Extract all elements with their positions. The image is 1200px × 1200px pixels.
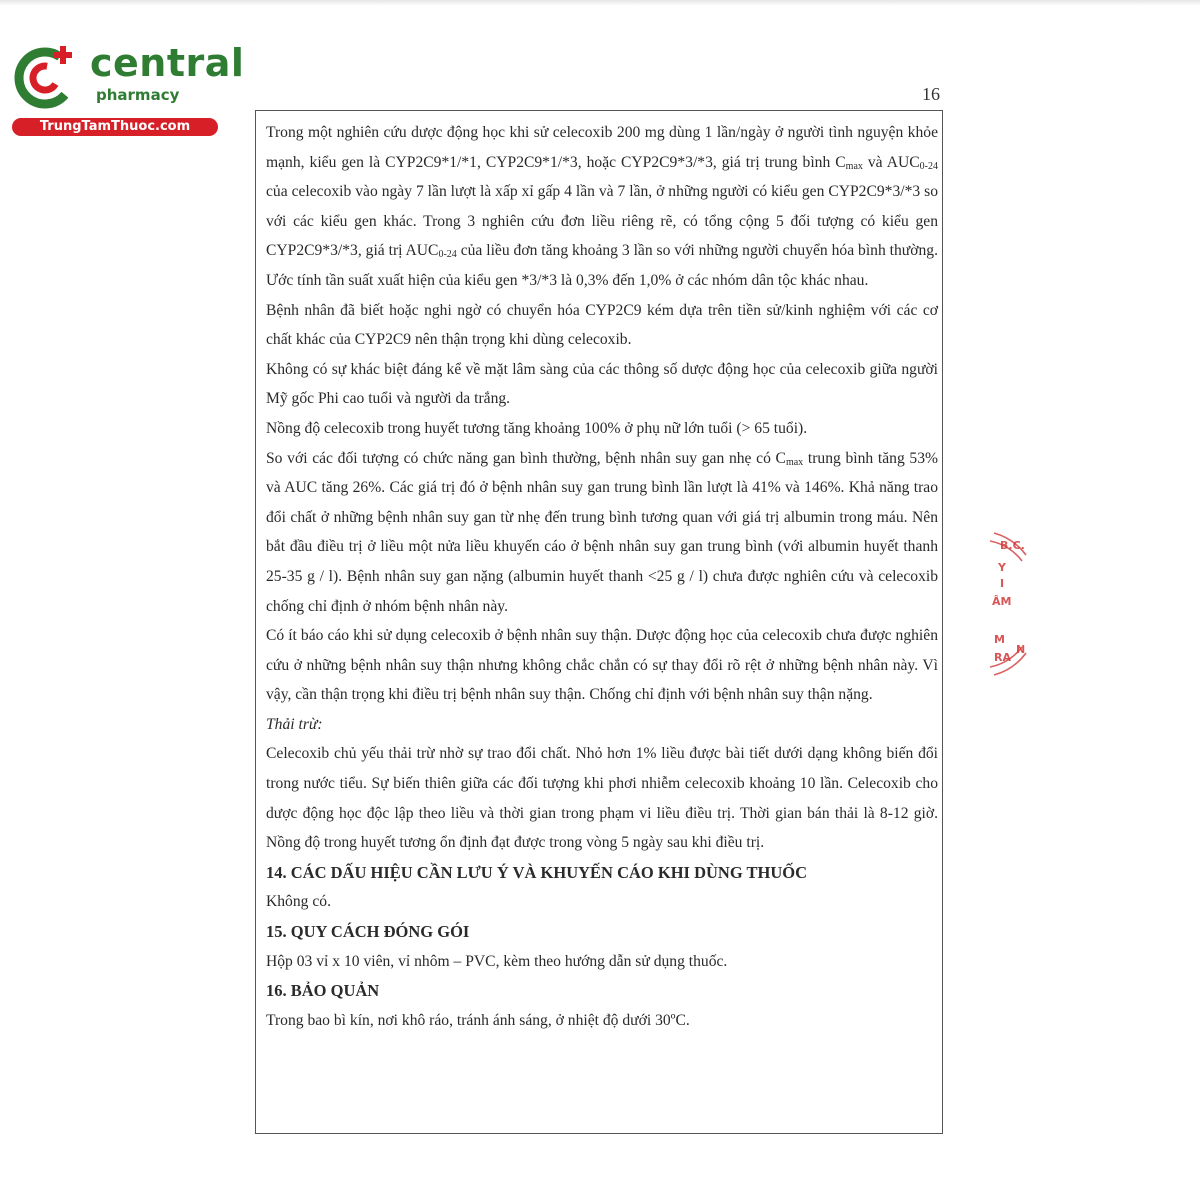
text-run: của celecoxib vào ngày 7 lần lượt là xấp xỉ gấp 4 lần và 7 lần, ở những người có kiểu gen CYP2C9*3/*3 so với các kiểu gen khác. Trong 3 nghiên cứu đơn liều riêng rẽ, có tổng cộng 5 đối tượng có kiểu gen CYP2C9*3/*3, giá trị AUC: [266, 183, 938, 260]
section-text-15: Hộp 03 vỉ x 10 viên, vỉ nhôm – PVC, kèm theo hướng dẫn sử dụng thuốc.: [266, 952, 728, 970]
section-heading-16: 16. BẢO QUẢN: [266, 981, 380, 1001]
paragraph-elderly-women: Nồng độ celecoxib trong huyết tương tăng khoảng 100% ở phụ nữ lớn tuổi (> 65 tuổi).: [266, 419, 808, 437]
svg-text:N: N: [1016, 643, 1026, 656]
paragraph-poor-metabolizer: Bệnh nhân đã biết hoặc nghi ngờ có chuyển hóa CYP2C9 kém dựa trên tiền sử/kinh nghiệm với các cơ chất khác của CYP2C9 nên thận trọng khi dùng celecoxib.: [266, 301, 938, 349]
text-run: So với các đối tượng có chức năng gan bình thường, bệnh nhân suy gan nhẹ có C: [266, 449, 786, 467]
logo-website[interactable]: TrungTamThuoc.com: [12, 118, 218, 136]
subscript: 0-24: [919, 160, 938, 172]
section-heading-15: 15. QUY CÁCH ĐÓNG GÓI: [266, 922, 470, 942]
logo-subtitle: pharmacy: [96, 86, 180, 104]
text-run: trung bình tăng 53% và AUC tăng 26%. Các giá trị đó ở bệnh nhân suy gan trung bình lần lượt là 41% và 146%. Khả năng trao đổi chất ở những bệnh nhân suy gan từ nhẹ đến trung bình tương quan với giá trị albumin trong máu. Nên bắt đầu điều trị ở liều một nửa liều khuyến cáo ở bệnh nhân suy gan trung bình (với albumin huyết thanh 25-35 g / l). Bệnh nhân suy gan nặng (albumin huyết thanh <25 g / l) chưa được nghiên cứu và celecoxib chống chỉ định ở nhóm bệnh nhân này.: [266, 449, 939, 615]
central-pharmacy-logo-icon: [12, 40, 82, 110]
section-text-16: Trong bao bì kín, nơi khô ráo, tránh ánh sáng, ở nhiệt độ dưới 30ºC.: [266, 1011, 690, 1029]
subscript: 0-24: [438, 249, 457, 261]
subscript: max: [785, 456, 804, 468]
scan-shadow: [0, 0, 1200, 6]
central-pharmacy-logo[interactable]: [10, 36, 245, 136]
section-text-14: Không có.: [266, 893, 331, 911]
text-run: và AUC: [862, 153, 920, 171]
subscript: max: [845, 160, 863, 172]
page-number: 16: [922, 84, 940, 104]
red-seal-stamp-icon: [980, 525, 1030, 685]
logo-brand-text: central: [90, 41, 245, 85]
svg-text:Y: Y: [998, 561, 1006, 574]
svg-text:I: I: [1000, 577, 1005, 590]
document-body: [266, 118, 938, 1035]
paragraph-hepatic: [266, 444, 938, 622]
section-heading-14: 14. CÁC DẤU HIỆU CẦN LƯU Ý VÀ KHUYẾN CÁO KHI DÙNG THUỐC: [266, 862, 808, 882]
svg-text:ÂM: ÂM: [992, 595, 1012, 608]
text-run: của liều đơn tăng khoảng 3 lần so với những người chuyển hóa bình thường. Ước tính tần suất xuất hiện của kiểu gen *3/*3 là 0,3% đến 1,0% ở các nhóm dân tộc khác nhau.: [266, 242, 938, 289]
paragraph-race: Không có sự khác biệt đáng kể về mặt lâm sàng của các thông số dược động học của celecoxib giữa người Mỹ gốc Phi cao tuổi và người da trắng.: [266, 360, 938, 408]
svg-text:B.C.: B.C.: [1000, 539, 1025, 552]
paragraph-renal: Có ít báo cáo khi sử dụng celecoxib ở bệnh nhân suy thận. Dược động học của celecoxib chưa được nghiên cứu ở những bệnh nhân suy thận nhưng không chắc chắn có sự thay đổi rõ rệt ở những bệnh nhân này. Vì vậy, cần thận trọng khi điều trị bệnh nhân suy thận. Chống chỉ định với bệnh nhân suy thận nặng.: [266, 627, 938, 704]
elimination-label: Thải trừ:: [266, 715, 323, 733]
svg-text:M: M: [994, 633, 1005, 646]
text-run: Trong một nghiên cứu dược động học khi sử celecoxib 200 mg dùng 1 lần/ngày ở người tình nguyện khỏe mạnh, kiểu gen là CYP2C9*1/*1, CYP2C9*1/*3, hoặc CYP2C9*3/*3, giá trị trung bình C: [266, 124, 938, 171]
paragraph-genotype: [266, 118, 938, 296]
svg-text:RA: RA: [994, 651, 1011, 664]
paragraph-elimination: Celecoxib chủ yếu thải trừ nhờ sự trao đổi chất. Nhỏ hơn 1% liều được bài tiết dưới dạng không biến đổi trong nước tiểu. Sự biến thiên giữa các đối tượng khi phơi nhiễm celecoxib khoảng 10 lần. Celecoxib cho dược động học độc lập theo liều và thời gian trong phạm vi liều điều trị. Thời gian bán thải là 8-12 giờ. Nồng độ trong huyết tương ổn định đạt được trong vòng 5 ngày sau khi điều trị.: [266, 745, 938, 852]
